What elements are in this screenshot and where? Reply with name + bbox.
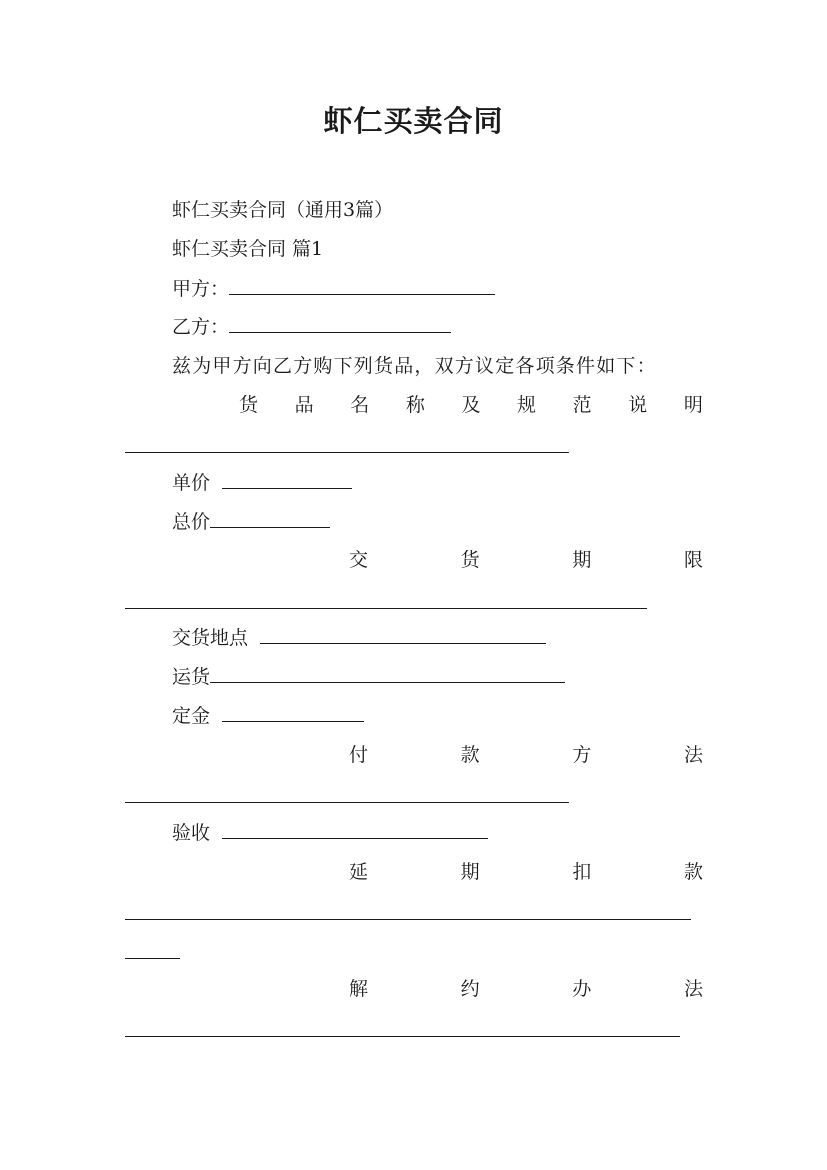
- total-price-label: 总价: [172, 511, 211, 533]
- acceptance-field[interactable]: [222, 820, 488, 839]
- late-deduction-char: 期: [460, 861, 480, 883]
- goods-char: 及: [461, 394, 481, 416]
- shipping-row: [172, 664, 565, 690]
- late-deduction-char: 延: [349, 861, 369, 883]
- delivery-period-char: 交: [349, 549, 369, 571]
- payment-method-char: 付: [349, 744, 369, 766]
- party-a-label: 甲方：: [172, 278, 230, 300]
- payment-method-field[interactable]: [125, 802, 569, 803]
- deposit-label: 定金: [172, 705, 211, 727]
- acceptance-row: [172, 820, 488, 846]
- goods-char: 范: [572, 394, 592, 416]
- delivery-period-field[interactable]: [125, 608, 647, 609]
- goods-char: 明: [683, 394, 703, 416]
- delivery-place-row: [172, 625, 546, 651]
- late-deduction-heading: [349, 859, 703, 885]
- deposit-row: [172, 703, 364, 729]
- total-price-row: [172, 509, 330, 535]
- goods-char: 名: [350, 394, 370, 416]
- termination-field[interactable]: [125, 1036, 680, 1037]
- late-deduction-char: 款: [683, 861, 703, 883]
- goods-description-heading: [239, 392, 703, 418]
- section-heading: 虾仁买卖合同 篇1: [172, 238, 324, 260]
- termination-heading: [349, 976, 703, 1002]
- total-price-field[interactable]: [210, 509, 330, 528]
- delivery-place-label: 交货地点: [172, 627, 249, 649]
- unit-price-label: 单价: [172, 472, 211, 494]
- delivery-period-char: 货: [460, 549, 480, 571]
- termination-char: 办: [572, 978, 592, 1000]
- party-b-row: [172, 314, 451, 340]
- deposit-field[interactable]: [222, 703, 364, 722]
- termination-char: 约: [460, 978, 480, 1000]
- goods-char: 说: [628, 394, 648, 416]
- party-a-field[interactable]: [229, 276, 495, 295]
- termination-char: 解: [349, 978, 369, 1000]
- late-deduction-char: 扣: [572, 861, 592, 883]
- goods-char: 品: [294, 394, 314, 416]
- shipping-label: 运货: [172, 666, 211, 688]
- termination-char: 法: [683, 978, 703, 1000]
- goods-char: 称: [405, 394, 425, 416]
- unit-price-field[interactable]: [222, 470, 352, 489]
- payment-method-heading: [349, 742, 703, 768]
- payment-method-char: 款: [460, 744, 480, 766]
- intro-text: 兹为甲方向乙方购下列货品，双方议定各项条件如下：: [172, 355, 657, 377]
- unit-price-row: [172, 470, 352, 496]
- party-b-field[interactable]: [229, 314, 451, 333]
- shipping-field[interactable]: [210, 664, 565, 683]
- party-a-row: [172, 276, 495, 302]
- late-deduction-field[interactable]: [125, 919, 691, 920]
- delivery-period-heading: [349, 547, 703, 573]
- document-subtitle: 虾仁买卖合同（通用3篇）: [172, 199, 394, 221]
- acceptance-label: 验收: [172, 822, 211, 844]
- late-deduction-field-continued[interactable]: [125, 958, 180, 959]
- document-title: 虾仁买卖合同: [323, 104, 504, 138]
- delivery-place-field[interactable]: [260, 625, 546, 644]
- party-b-label: 乙方：: [172, 316, 230, 338]
- goods-char: 规: [517, 394, 537, 416]
- goods-description-field[interactable]: [125, 452, 569, 453]
- payment-method-char: 法: [683, 744, 703, 766]
- delivery-period-char: 限: [683, 549, 703, 571]
- goods-char: 货: [239, 394, 259, 416]
- delivery-period-char: 期: [572, 549, 592, 571]
- payment-method-char: 方: [572, 744, 592, 766]
